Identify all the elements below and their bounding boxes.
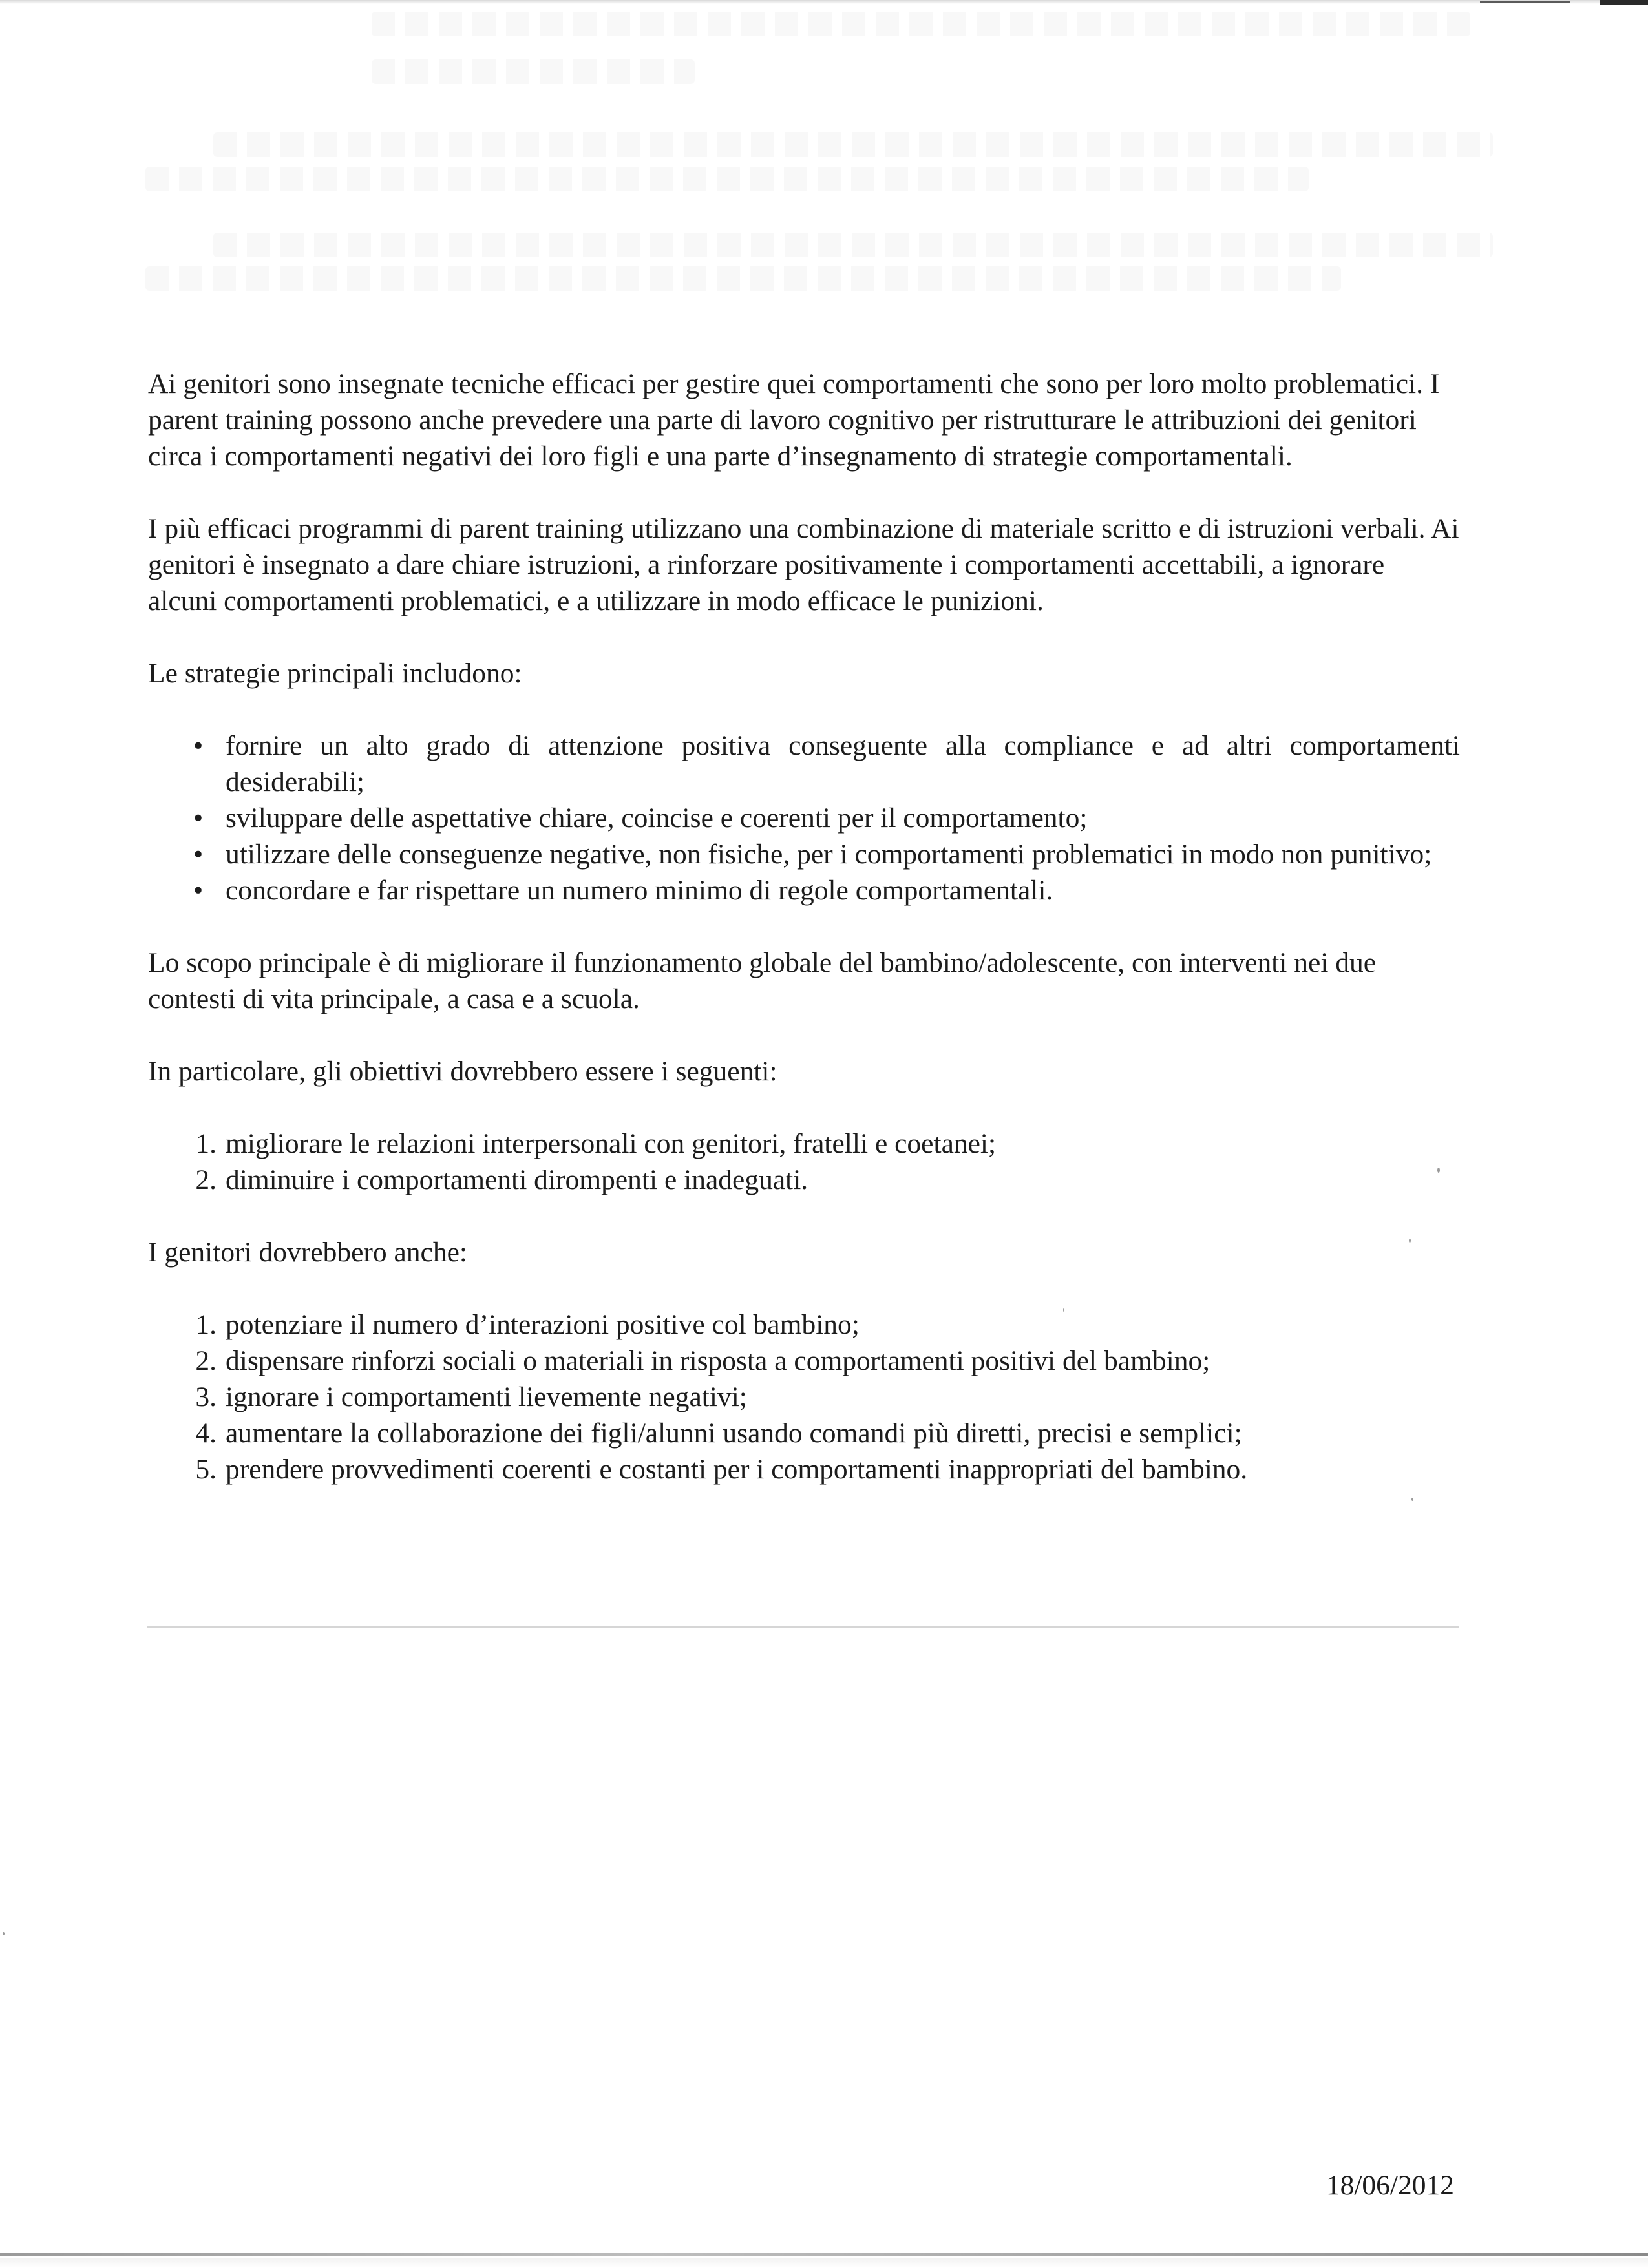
list-item	[148, 1126, 1460, 1162]
bleed-through	[213, 233, 1493, 257]
scan-speck	[1411, 1498, 1413, 1501]
bleed-through	[145, 167, 1309, 191]
list-item-text: potenziare il numero d’interazioni positive col bambino;	[226, 1309, 860, 1340]
list-item-text: dispensare rinforzi sociali o materiali in risposta a comportamenti positivi del bambino;	[226, 1345, 1210, 1376]
list-number: 3.	[195, 1381, 217, 1412]
paragraph: I più efficaci programmi di parent training utilizzano una combinazione di materiale scritto e di istruzioni verbali. Ai genitori è insegnato a dare chiare istruzioni, a rinforzare positivamente i comportamenti accettabili, a ignorare alcuni comportamenti problematici, e a utilizzare in modo efficace le punizioni.	[148, 513, 1459, 616]
list-item	[148, 1162, 1460, 1198]
list-number: 2.	[195, 1345, 217, 1376]
parent-actions-list	[148, 1307, 1460, 1487]
bullet-icon: •	[193, 730, 204, 761]
scan-edge-bottom	[0, 2253, 1648, 2256]
scan-edge-bottom	[0, 2258, 1648, 2268]
objectives-list	[148, 1126, 1460, 1198]
document-body	[148, 366, 1460, 1524]
strategies-intro: Le strategie principali includono:	[148, 658, 522, 689]
list-item	[148, 872, 1460, 908]
paragraph: Lo scopo principale è di migliorare il funzionamento globale del bambino/adolescente, con interventi nei due contesti di vita principale, a casa e a scuola.	[148, 947, 1377, 1014]
bleed-through	[213, 132, 1493, 157]
objectives-intro: In particolare, gli obiettivi dovrebbero essere i seguenti:	[148, 1056, 777, 1087]
list-item	[148, 1379, 1460, 1415]
scan-edge-top	[0, 0, 1648, 4]
list-item-text: migliorare le relazioni interpersonali con genitori, fratelli e coetanei;	[226, 1128, 997, 1159]
paragraph: Ai genitori sono insegnate tecniche efficaci per gestire quei comportamenti che sono per loro molto problematici. I parent training possono anche prevedere una parte di lavoro cognitivo per ristrutturare le attribuzioni dei genitori circa i comportamenti negativi dei loro figli e una parte d’insegnamento di strategie comportamentali.	[148, 368, 1440, 472]
list-item-text: ignorare i comportamenti lievemente negativi;	[226, 1381, 747, 1412]
list-number: 2.	[195, 1164, 217, 1195]
scan-mark	[1600, 0, 1648, 5]
list-item-text: utilizzare delle conseguenze negative, non fisiche, per i comportamenti problematici in modo non punitivo;	[226, 839, 1432, 870]
list-item	[148, 1415, 1460, 1451]
parents-intro: I genitori dovrebbero anche:	[148, 1237, 468, 1268]
footer-date: 18/06/2012	[1326, 2170, 1454, 2201]
bleed-through	[372, 12, 1470, 36]
scan-mark	[1480, 1, 1570, 3]
list-item-text: fornire un alto grado di attenzione positiva conseguente alla compliance e ad altri comportamenti desiderabili;	[226, 730, 1460, 797]
list-item-text: prendere provvedimenti coerenti e costanti per i comportamenti inappropriati del bambino.	[226, 1454, 1248, 1485]
list-number: 1.	[195, 1309, 217, 1340]
bullet-icon: •	[193, 875, 204, 906]
scan-speck	[3, 1932, 5, 1935]
bleed-through	[372, 59, 695, 84]
list-item-text: concordare e far rispettare un numero minimo di regole comportamentali.	[226, 875, 1053, 906]
list-number: 5.	[195, 1454, 217, 1485]
list-item	[148, 1307, 1460, 1343]
strategies-list	[148, 728, 1460, 908]
bullet-icon: •	[193, 839, 204, 870]
bleed-through	[145, 266, 1341, 291]
scan-speck	[1437, 1168, 1440, 1173]
scan-speck	[1409, 1239, 1411, 1243]
list-item-text: diminuire i comportamenti dirompenti e inadeguati.	[226, 1164, 808, 1195]
list-item	[148, 836, 1460, 872]
list-item	[148, 800, 1460, 836]
list-item	[148, 1343, 1460, 1379]
list-item	[148, 728, 1460, 800]
list-item-text: aumentare la collaborazione dei figli/alunni usando comandi più diretti, precisi e semplici;	[226, 1418, 1242, 1449]
list-item	[148, 1451, 1460, 1487]
list-number: 1.	[195, 1128, 217, 1159]
bullet-icon: •	[193, 803, 204, 834]
horizontal-rule	[147, 1626, 1459, 1628]
scan-speck	[1063, 1308, 1064, 1312]
list-item-text: sviluppare delle aspettative chiare, coincise e coerenti per il comportamento;	[226, 803, 1088, 834]
list-number: 4.	[195, 1418, 217, 1449]
